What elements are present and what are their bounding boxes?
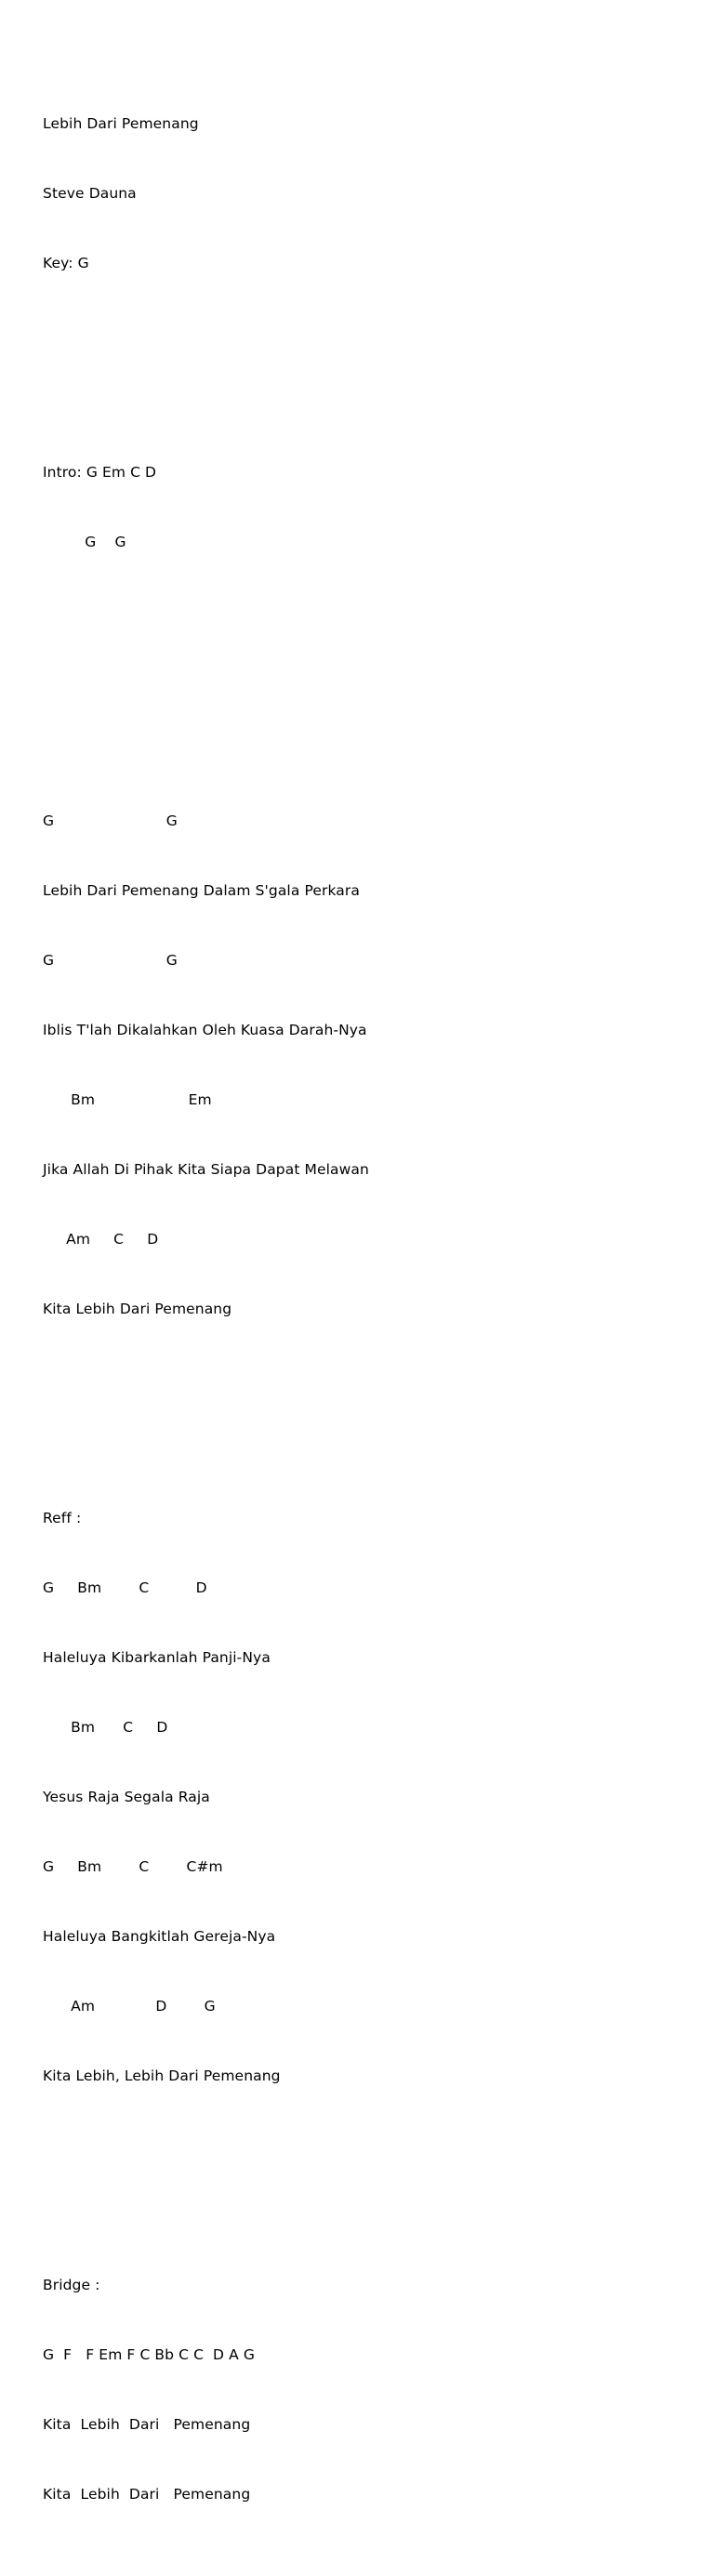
- chord-line: G Bm C C#m: [43, 1858, 223, 1875]
- intro-chord-line: Intro: G Em C D: [43, 464, 157, 481]
- lyric-line: Jika Allah Di Pihak Kita Siapa Dapat Melawan: [43, 1161, 369, 1178]
- lyric-line: Yesus Raja Segala Raja: [43, 1789, 210, 1805]
- song-artist: Steve Dauna: [43, 185, 137, 202]
- chord-line: Am D G: [43, 1998, 216, 2015]
- chord-line: Am C D: [43, 1231, 159, 1248]
- spacer: [43, 694, 714, 717]
- intro-chord-line: G G: [43, 534, 126, 550]
- lyric-line: Kita Lebih Dari Pemenang: [43, 1301, 232, 1317]
- chord-line: G G: [43, 812, 178, 829]
- spacer: [43, 1391, 714, 1414]
- section-label-bridge: Bridge :: [43, 2277, 100, 2293]
- lyric-line: Kita Lebih, Lebih Dari Pemenang: [43, 2067, 281, 2084]
- chord-line: G F F Em F C Bb C C D A G: [43, 2346, 255, 2363]
- section-label-reff: Reff :: [43, 1510, 82, 1526]
- lyric-line: Haleluya Kibarkanlah Panji-Nya: [43, 1649, 271, 1666]
- chord-line: G Bm C D: [43, 1579, 207, 1596]
- lyric-line: Iblis T'lah Dikalahkan Oleh Kuasa Darah-Nya: [43, 1022, 367, 1038]
- chord-line: G G: [43, 952, 178, 969]
- song-sheet: [43, 43, 714, 2576]
- lyric-line: Lebih Dari Pemenang Dalam S'gala Perkara: [43, 882, 360, 899]
- song-title: Lebih Dari Pemenang: [43, 115, 199, 132]
- lyric-line: Kita Lebih Dari Pemenang: [43, 2486, 251, 2503]
- chord-line: Bm C D: [43, 1719, 168, 1736]
- lyric-line: Haleluya Bangkitlah Gereja-Nya: [43, 1928, 276, 1945]
- lyric-line: Kita Lebih Dari Pemenang: [43, 2416, 251, 2433]
- spacer: [43, 624, 714, 647]
- chord-line: Bm Em: [43, 1091, 212, 1108]
- song-key: Key: G: [43, 255, 89, 271]
- spacer: [43, 345, 714, 368]
- spacer: [43, 2158, 714, 2181]
